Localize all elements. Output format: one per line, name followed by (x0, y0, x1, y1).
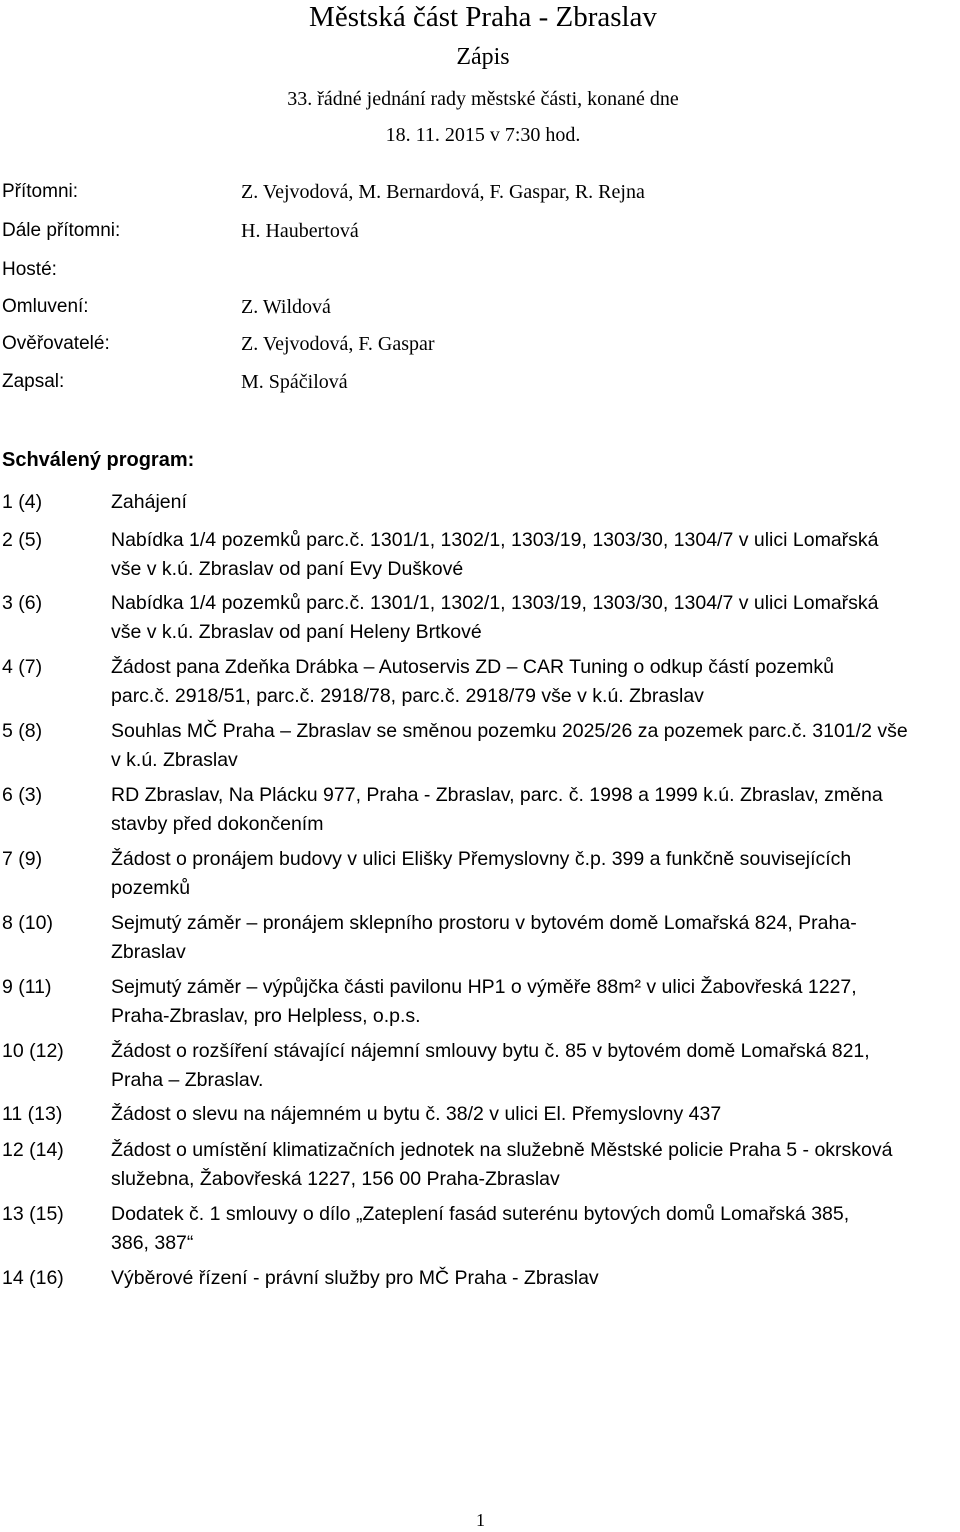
program-item-text: Žádost o umístění klimatizačních jednotek na služebně Městské policie Praha 5 - okrsková služebna, Žabovřeská 1227, 156 00 Praha-Zbraslav (111, 1139, 893, 1190)
program-item-text: Zahájení (111, 491, 187, 513)
program-item-number: 4 (7) (2, 656, 43, 678)
program-item-number: 1 (4) (2, 491, 43, 513)
program-item-text: Souhlas MČ Praha – Zbraslav se směnou pozemku 2025/26 za pozemek parc.č. 3101/2 vše v k.ú. Zbraslav (111, 720, 908, 771)
attendance-label: Přítomni: (2, 181, 79, 202)
program-item-text: Výběrové řízení - právní služby pro MČ Praha - Zbraslav (111, 1267, 599, 1289)
attendance-value: H. Haubertová (241, 220, 359, 242)
program-item-number: 3 (6) (2, 592, 43, 614)
program-item-number: 11 (13) (2, 1103, 63, 1125)
program-item-number: 10 (12) (2, 1040, 64, 1062)
attendance-row-recorder (0, 368, 960, 396)
program-item-text: Dodatek č. 1 smlouvy o dílo „Zateplení fasád suterénu bytových domů Lomařská 385, 386, 387“ (111, 1203, 850, 1254)
attendance-label: Omluvení: (2, 296, 89, 317)
program-item-number: 5 (8) (2, 720, 43, 742)
attendance-label: Zapsal: (2, 371, 65, 392)
program-item-number: 7 (9) (2, 848, 43, 870)
attendance-label: Ověřovatelé: (2, 333, 110, 354)
attendance-row-also-present (0, 217, 960, 245)
attendance-label: Dále přítomni: (2, 220, 121, 241)
program-item-number: 13 (15) (2, 1203, 64, 1225)
program-item-text: Žádost o pronájem budovy v ulici Elišky Přemyslovny č.p. 399 a funkčně souvisejících pozemků (111, 848, 852, 899)
document-title: Městská část Praha - Zbraslav (309, 1, 657, 33)
meeting-date: 18. 11. 2015 v 7:30 hod. (385, 124, 581, 146)
page-number: 1 (476, 1510, 485, 1530)
program-item-text: Sejmutý záměr – výpůjčka části pavilonu HP1 o výměře 88m² v ulici Žabovřeská 1227, Praha-Zbraslav, pro Helpless, o.p.s. (111, 976, 857, 1027)
attendance-value: Z. Vejvodová, M. Bernardová, F. Gaspar, R. Rejna (241, 181, 645, 203)
attendance-row-present (0, 178, 960, 206)
program-item-text: Sejmutý záměr – pronájem sklepního prostoru v bytovém domě Lomařská 824, Praha- Zbraslav (111, 912, 857, 963)
program-item-number: 14 (16) (2, 1267, 64, 1289)
attendance-value: M. Spáčilová (241, 371, 348, 393)
program-item-text: Žádost pana Zdeňka Drábka – Autoservis ZD – CAR Tuning o odkup částí pozemků parc.č. 2918/51, parc.č. 2918/78, parc.č. 2918/79 vše v k.ú. Zbraslav (111, 656, 834, 707)
program-item-text: Nabídka 1/4 pozemků parc.č. 1301/1, 1302/1, 1303/19, 1303/30, 1304/7 v ulici Lomařská vše v k.ú. Zbraslav od paní Heleny Brtkové (111, 592, 879, 643)
program-item-number: 6 (3) (2, 784, 43, 806)
program-item-number: 12 (14) (2, 1139, 64, 1161)
program-title: Schválený program: (2, 449, 195, 471)
attendance-row-excused (0, 293, 960, 321)
document-subtitle: Zápis (456, 44, 510, 70)
program-item-number: 9 (11) (2, 976, 52, 998)
program-item-text: Nabídka 1/4 pozemků parc.č. 1301/1, 1302/1, 1303/19, 1303/30, 1304/7 v ulici Lomařská vše v k.ú. Zbraslav od paní Evy Duškové (111, 529, 879, 580)
attendance-value: Z. Wildová (241, 296, 331, 318)
program-item-text: Žádost o rozšíření stávající nájemní smlouvy bytu č. 85 v bytovém domě Lomařská 821, Praha – Zbraslav. (111, 1040, 870, 1091)
attendance-label: Hosté: (2, 259, 57, 280)
attendance-row-guests (0, 256, 960, 284)
attendance-value: Z. Vejvodová, F. Gaspar (241, 333, 435, 355)
program-item-text: RD Zbraslav, Na Plácku 977, Praha - Zbraslav, parc. č. 1998 a 1999 k.ú. Zbraslav, změna stavby před dokončením (111, 784, 883, 835)
attendance-row-verifiers (0, 330, 960, 358)
meeting-description: 33. řádné jednání rady městské části, konané dne (287, 88, 679, 110)
program-item-number: 2 (5) (2, 529, 43, 551)
program-item-text: Žádost o slevu na nájemném u bytu č. 38/2 v ulici El. Přemyslovny 437 (111, 1103, 722, 1125)
program-item-number: 8 (10) (2, 912, 53, 934)
